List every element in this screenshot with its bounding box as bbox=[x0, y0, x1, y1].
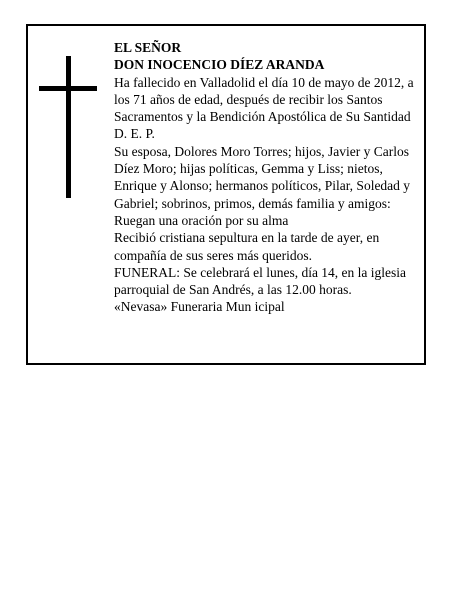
cross-icon bbox=[39, 56, 97, 198]
rip-line: D. E. P. bbox=[114, 126, 155, 142]
burial-line: Recibió cristiana sepultura en la tarde de ayer, en bbox=[114, 230, 380, 246]
family-line: Gabriel; sobrinos, primos, demás familia y amigos: bbox=[114, 195, 391, 211]
death-announcement-line: Ha fallecido en Valladolid el día 10 de mayo de 2012, a bbox=[114, 74, 414, 90]
death-announcement-line: los 71 años de edad, después de recibir los Santos bbox=[114, 91, 383, 107]
deceased-name: DON INOCENCIO DÍEZ ARANDA bbox=[114, 57, 325, 73]
family-line: Enrique y Alonso; hermanos políticos, Pilar, Soledad y bbox=[114, 178, 411, 194]
cross-vertical-bar bbox=[66, 56, 71, 198]
obituary-text bbox=[114, 39, 424, 316]
obituary-notice bbox=[26, 24, 426, 365]
family-line: Díez Moro; hijas políticas, Gemma y Liss; nietos, bbox=[114, 161, 383, 177]
prayer-request-line: Ruegan una oración por su alma bbox=[114, 212, 289, 228]
death-announcement-line: Sacramentos y la Bendición Apostólica de Su Santidad bbox=[114, 109, 411, 125]
funeral-home-line: «Nevasa» Funeraria Mun icipal bbox=[114, 299, 285, 315]
family-line: Su esposa, Dolores Moro Torres; hijos, Javier y Carlos bbox=[114, 143, 410, 159]
heading-title: EL SEÑOR bbox=[114, 40, 182, 55]
cross-horizontal-bar bbox=[39, 86, 97, 91]
funeral-line: FUNERAL: Se celebrará el lunes, día 14, en la iglesia bbox=[114, 264, 407, 280]
funeral-line: parroquial de San Andrés, a las 12.00 horas. bbox=[114, 282, 352, 298]
burial-line: compañía de sus seres más queridos. bbox=[114, 247, 312, 263]
